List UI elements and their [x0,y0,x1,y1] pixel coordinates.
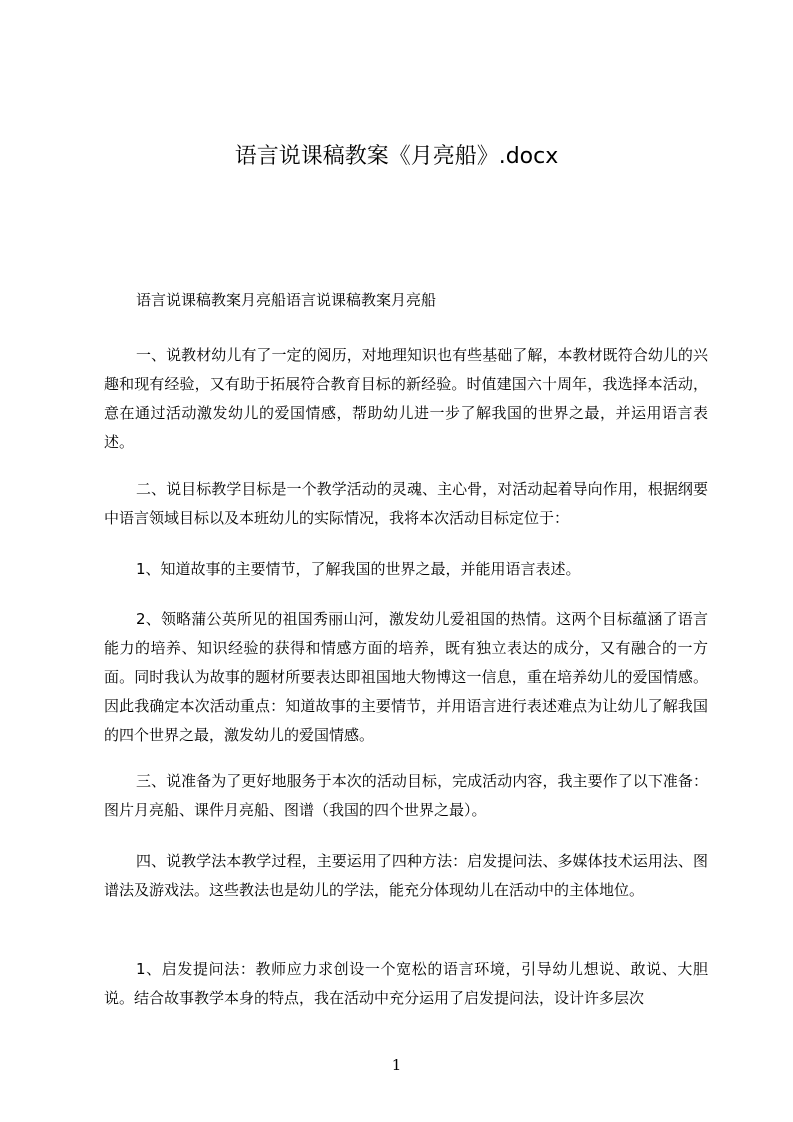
paragraph-objective-2: 2、领略蒲公英所见的祖国秀丽山河，激发幼儿爱祖国的热情。这两个目标蕴涵了语言能力的培养、知识经验的获得和情感方面的培养，既有独立表达的成分，又有融合的一方面。同时我认为故事的题材所要表达即祖国地大物博这一信息，重在培养幼儿的爱国情感。因此我确定本次活动重点：知道故事的主要情节，并用语言进行表述难点为让幼儿了解我国的四个世界之最，激发幼儿的爱国情感。 [104,610,708,744]
paragraph-objectives: 二、说目标教学目标是一个教学活动的灵魂、主心骨，对活动起着导向作用，根据纲要中语言领域目标以及本班幼儿的实际情况，我将本次活动目标定位于： [104,480,708,527]
document-subtitle: 语言说课稿教案月亮船语言说课稿教案月亮船 [136,291,437,309]
paragraph-method-questioning: 1、启发提问法：教师应力求创设一个宽松的语言环境，引导幼儿想说、敢说、大胆说。结合故事教学本身的特点，我在活动中充分运用了启发提问法，设计许多层次 [104,960,708,1007]
paragraph-teaching-methods: 四、说教学法本教学过程，主要运用了四种方法：启发提问法、多媒体技术运用法、图谱法及游戏法。这些教法也是幼儿的学法，能充分体现幼儿在活动中的主体地位。 [104,852,708,899]
paragraph-preparation: 三、说准备为了更好地服务于本次的活动目标，完成活动内容，我主要作了以下准备：图片月亮船、课件月亮船、图谱（我国的四个世界之最）。 [104,772,708,819]
page-number: 1 [391,1056,402,1074]
document-title: 语言说课稿教案《月亮船》.docx [234,144,559,169]
paragraph-teaching-material: 一、说教材幼儿有了一定的阅历，对地理知识也有些基础了解，本教材既符合幼儿的兴趣和现有经验，又有助于拓展符合教育目标的新经验。时值建国六十周年，我选择本活动，意在通过活动激发幼儿的爱国情感，帮助幼儿进一步了解我国的世界之最，并运用语言表述。 [104,346,708,451]
paragraph-objective-1: 1、知道故事的主要情节，了解我国的世界之最，并能用语言表述。 [136,560,581,578]
